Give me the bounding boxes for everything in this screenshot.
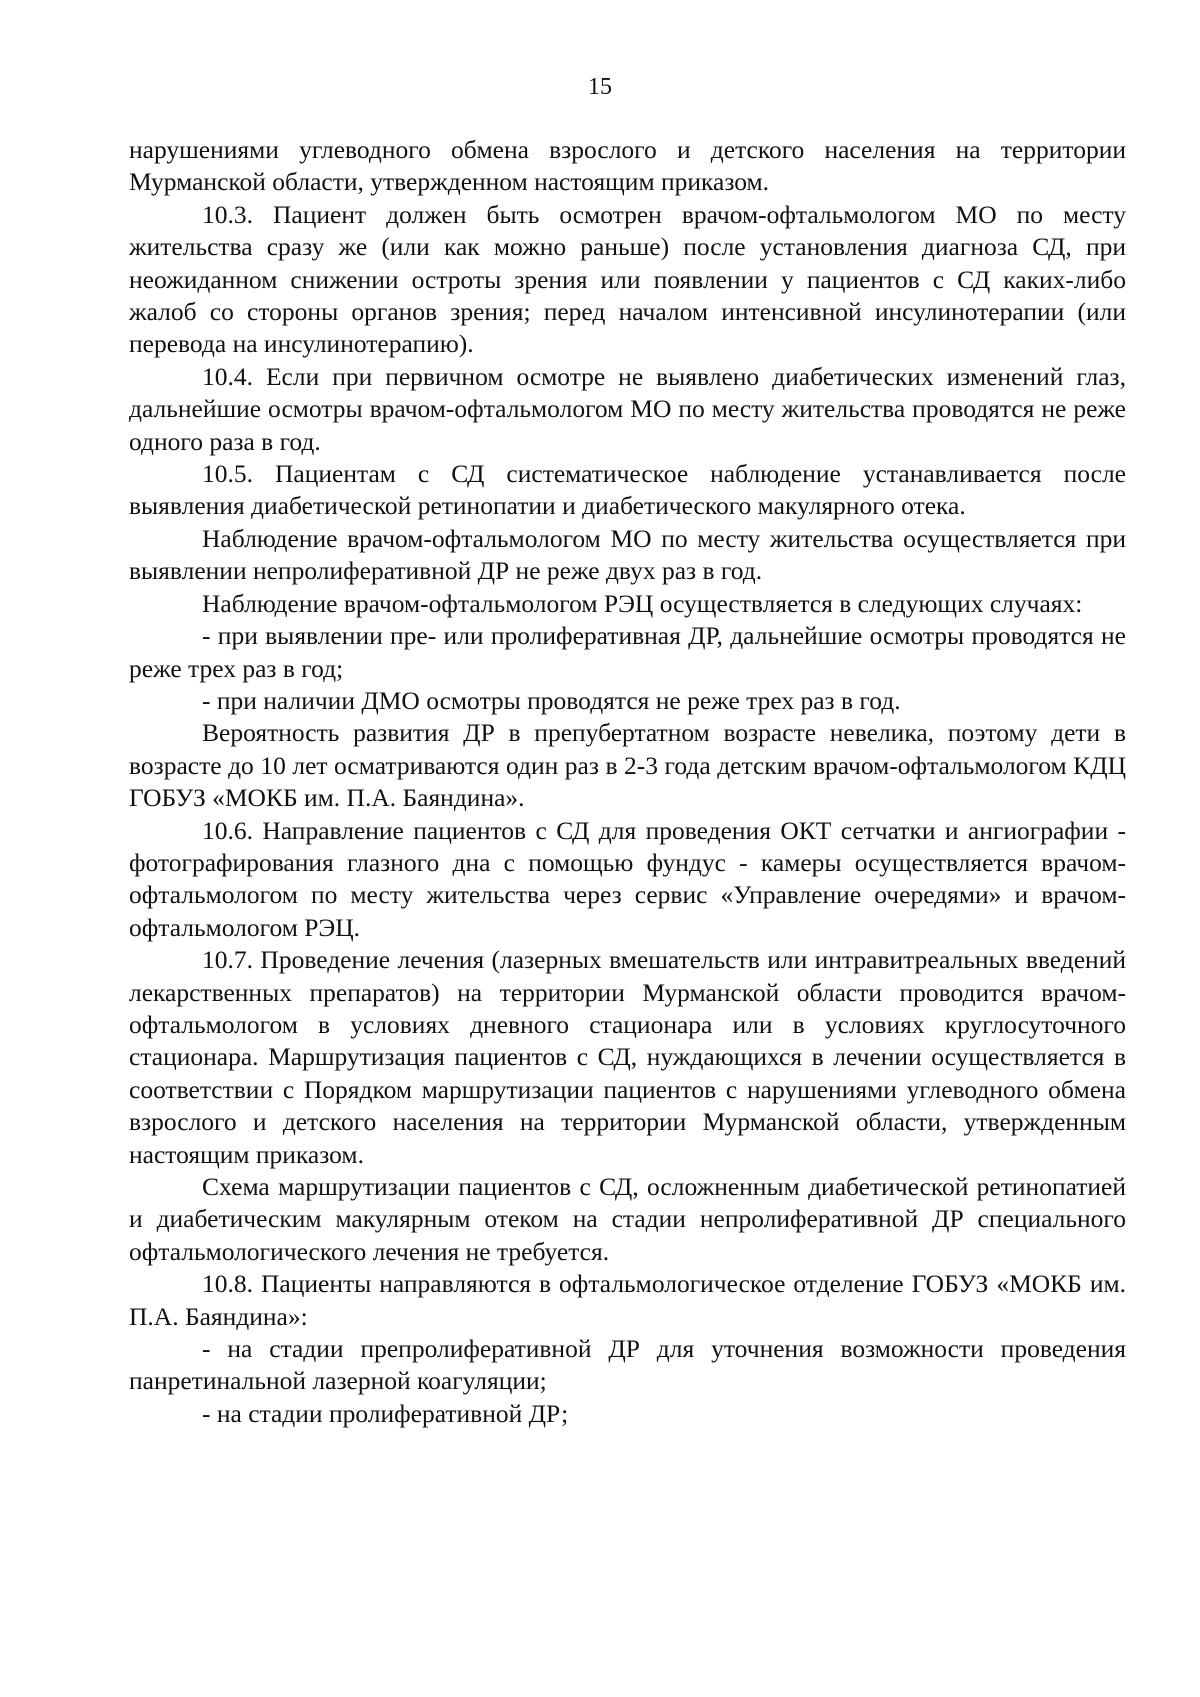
paragraph-observation-rec: Наблюдение врачом-офтальмологом РЭЦ осуществляется в следующих случаях: bbox=[202, 588, 1083, 618]
paragraph-observation-mo: Наблюдение врачом-офтальмологом МО по месту жительства осуществляется при выявлении непролиферативной ДР не реже двух раз в год. bbox=[129, 523, 1126, 586]
paragraph-10-5: 10.5. Пациентам с СД систематическое наблюдение устанавливается после выявления диабетической ретинопатии и диабетического макулярного отека. bbox=[129, 459, 1126, 521]
list-item-preproliferative: - на стадии препролиферативной ДР для уточнения возможности проведения панретинальной лазерной коагуляции; bbox=[129, 1334, 1126, 1396]
paragraph-routing-scheme: Схема маршрутизации пациентов с СД, осложненным диабетической ретинопатией и диабетическим макулярным отеком на стадии непролиферативной ДР специального офтальмологического лечения не требуется. bbox=[129, 1172, 1126, 1266]
paragraph-10-8: 10.8. Пациенты направляются в офтальмологическое отделение ГОБУЗ «МОКБ им. П.А. Баяндина»: bbox=[129, 1269, 1126, 1331]
paragraph-10-3: 10.3. Пациент должен быть осмотрен врачом-офтальмологом МО по месту жительства сразу же (или как можно раньше) после установления диагноза СД, при неожиданном снижении остроты зрения или появлении у пациентов с СД каких-либо жалоб со стороны органов зрения; перед началом интенсивной инсулинотерапии (или перевода на инсулинотерапию). bbox=[129, 199, 1126, 359]
paragraph-10-4: 10.4. Если при первичном осмотре не выявлено диабетических изменений глаз, дальнейшие осмотры врачом-офтальмологом МО по месту жительства проводятся не реже одного раза в год. bbox=[129, 361, 1126, 456]
paragraph-continuation: нарушениями углеводного обмена взрослого и детского населения на территории Мурманской области, утвержденном настоящим приказом. bbox=[129, 135, 1126, 197]
list-item-proliferative-stage: - на стадии пролиферативной ДР; bbox=[202, 1398, 569, 1428]
paragraph-prepubertal: Вероятность развития ДР в препубертатном возрасте невелика, поэтому дети в возрасте до 10 лет осматриваются один раз в 2-3 года детским врачом-офтальмологом КДЦ ГОБУЗ «МОКБ им. П.А. Баяндина». bbox=[129, 718, 1126, 813]
list-item-dmo: - при наличии ДМО осмотры проводятся не реже трех раз в год. bbox=[202, 685, 901, 715]
page-number: 15 bbox=[588, 74, 612, 100]
paragraph-10-7: 10.7. Проведение лечения (лазерных вмешательств или интравитреальных введений лекарственных препаратов) на территории Мурманской области проводится врачом-офтальмологом в условиях дневного стационара или в условиях круглосуточного стационара. Маршрутизация пациентов с СД, нуждающихся в лечении осуществляется в соответствии с Порядком маршрутизации пациентов с нарушениями углеводного обмена взрослого и детского населения на территории Мурманской области, утвержденным настоящим приказом. bbox=[129, 945, 1126, 1169]
document-body bbox=[129, 134, 1126, 1430]
paragraph-10-6: 10.6. Направление пациентов с СД для проведения ОКТ сетчатки и ангиографии - фотографирования глазного дна с помощью фундус - камеры осуществляется врачом-офтальмологом по месту жительства через сервис «Управление очередями» и врачом-офтальмологом РЭЦ. bbox=[129, 815, 1126, 942]
list-item-proliferative: - при выявлении пре- или пролиферативная ДР, дальнейшие осмотры проводятся не реже трех раз в год; bbox=[129, 621, 1126, 683]
